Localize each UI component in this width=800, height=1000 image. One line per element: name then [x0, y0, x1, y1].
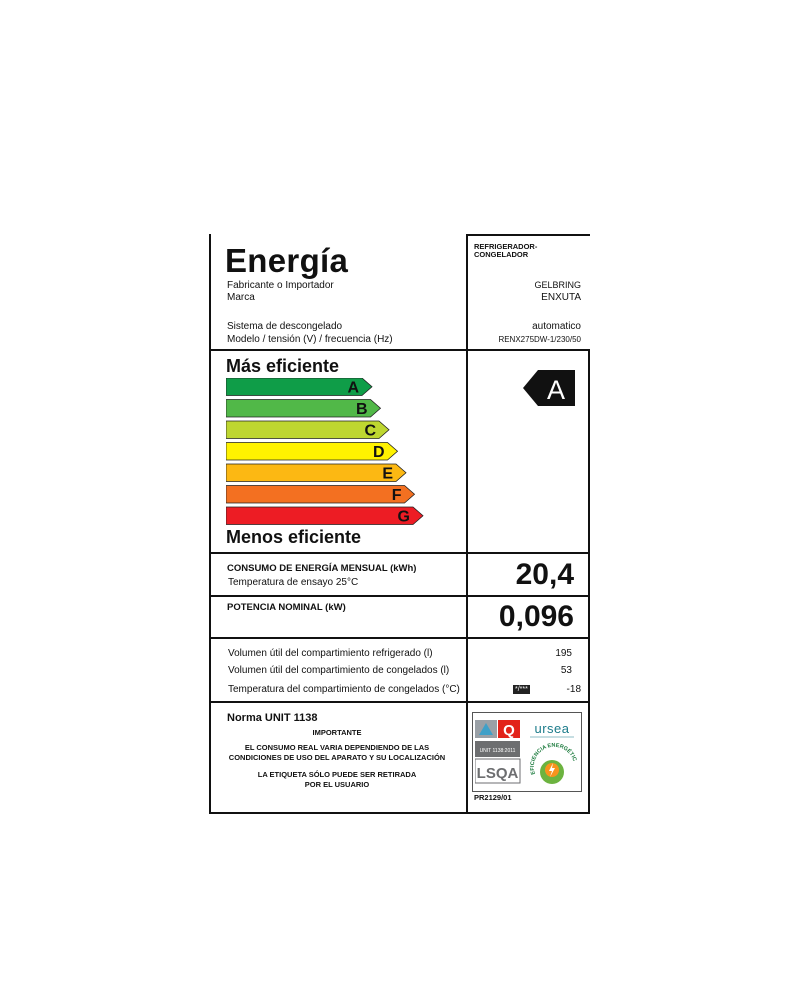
ursea-text: ursea	[534, 721, 570, 736]
rating-arrow	[523, 370, 575, 406]
fridge-volume-value: 195	[555, 648, 572, 659]
efficiency-bar-b	[226, 400, 381, 419]
fridge-volume-label: Volumen útil del compartimiento refrigerado (l)	[228, 648, 433, 659]
model-value: RENX275DW-1/230/50	[498, 335, 581, 344]
lsqa-logo	[475, 720, 521, 786]
efficiency-bar-shape	[226, 464, 406, 482]
efficiency-bar-letter: C	[364, 422, 376, 440]
efficiency-bar-letter: B	[355, 401, 368, 418]
efficiency-scale	[226, 378, 436, 528]
efficiency-bar-d	[226, 443, 398, 462]
efficiency-bar-shape	[226, 507, 423, 525]
certification-code: PR2129/01	[474, 793, 512, 802]
efficiency-bar-e	[226, 464, 406, 483]
efficiency-bar-f	[226, 486, 415, 505]
efficiency-bar-shape	[226, 486, 415, 504]
lsqa-q-icon: Q	[503, 722, 515, 739]
removal-line2: POR EL USUARIO	[304, 780, 370, 789]
manufacturer-label: Fabricante o Importador	[227, 280, 334, 291]
power-label: POTENCIA NOMINAL (kW)	[227, 602, 346, 613]
efficiency-arc-text: EFICIENCIA ENERGÉTIC	[529, 742, 577, 776]
rule-efficiency	[209, 552, 590, 554]
efficiency-bar-letter: G	[397, 508, 410, 526]
efficiency-bar-letter: E	[382, 465, 393, 483]
efficiency-bar-g	[226, 507, 423, 526]
freezer-temp-value: -18	[566, 684, 581, 695]
star-rating-badge: */***	[515, 686, 528, 693]
rating-letter: A	[546, 375, 566, 405]
brand-value: ENXUTA	[541, 292, 581, 303]
defrost-label: Sistema de descongelado	[227, 321, 343, 332]
appliance-type-line2: CONGELADOR	[474, 250, 529, 259]
test-temperature-label: Temperatura de ensayo 25°C	[228, 577, 359, 588]
manufacturer-value: GELBRING	[534, 280, 581, 290]
ursea-logo	[527, 720, 577, 788]
most-efficient-heading: Más eficiente	[226, 356, 340, 376]
efficiency-bar-letter: F	[391, 487, 402, 504]
notice-line1: EL CONSUMO REAL VARIA DEPENDIENDO DE LAS	[244, 743, 430, 752]
efficiency-bar-c	[226, 421, 389, 440]
consumption-label: CONSUMO DE ENERGÍA MENSUAL (kWh)	[227, 563, 417, 574]
efficiency-bar-letter: A	[347, 379, 359, 397]
appliance-type-line1: REFRIGERADOR-	[474, 242, 538, 251]
norma-heading: Norma UNIT 1138	[227, 712, 318, 724]
rule-power	[209, 637, 590, 639]
center-divider	[466, 234, 468, 814]
consumption-value: 20,4	[515, 558, 574, 591]
top-rule	[467, 234, 590, 236]
right-border-lower	[588, 349, 590, 814]
least-efficient-heading: Menos eficiente	[226, 527, 362, 547]
brand-label: Marca	[227, 292, 255, 303]
efficiency-bar-shape	[226, 443, 398, 461]
rule-header	[209, 349, 590, 351]
rule-volumes	[209, 701, 590, 703]
unit-badge-text: UNIT 1138:2011	[479, 748, 516, 754]
efficiency-bar-letter: D	[372, 444, 385, 461]
defrost-value: automatico	[532, 321, 581, 332]
model-label: Modelo / tensión (V) / frecuencia (Hz)	[227, 334, 393, 345]
freezer-temp-label: Temperatura del compartimiento de congelados (°C)	[228, 684, 460, 695]
important-heading: IMPORTANTE	[312, 728, 362, 737]
freezer-volume-value: 53	[560, 665, 572, 676]
removal-line1: LA ETIQUETA SÓLO PUEDE SER RETIRADA	[257, 770, 417, 779]
notice-line2: CONDICIONES DE USO DEL APARATO Y SU LOCALIZACIÓN	[228, 753, 446, 762]
lsqa-text: LSQA	[476, 765, 519, 782]
power-value: 0,096	[498, 600, 574, 633]
efficiency-bar-a	[226, 378, 372, 397]
freezer-volume-label: Volumen útil del compartimiento de congelados (l)	[228, 665, 450, 676]
label-title: Energía	[225, 242, 349, 279]
rule-consumption	[209, 595, 590, 597]
